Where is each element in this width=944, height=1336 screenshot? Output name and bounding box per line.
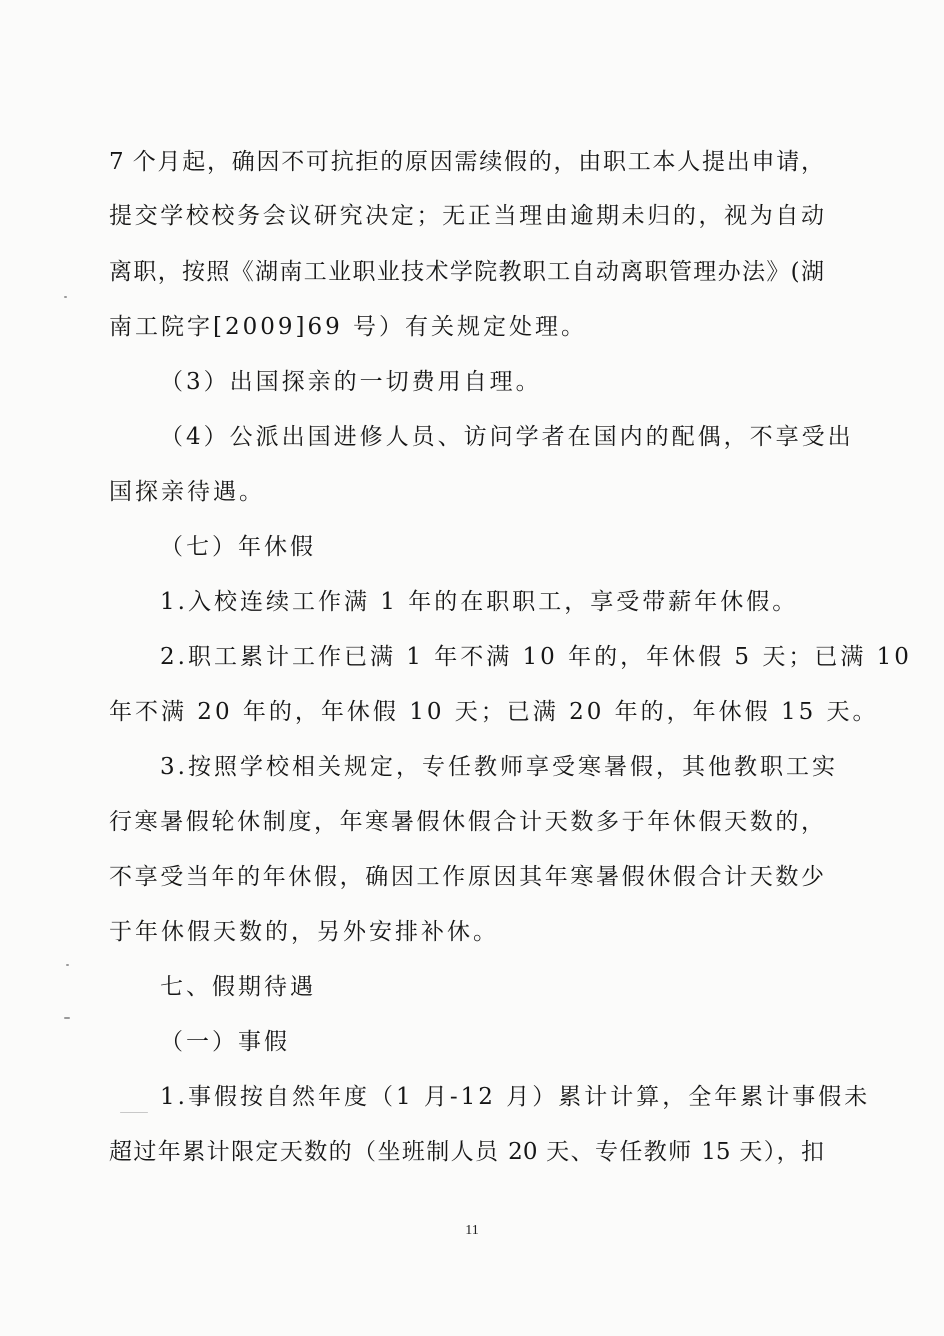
body-line-14: 不享受当年的年休假，确因工作原因其年寒暑假休假合计天数少 xyxy=(109,864,824,890)
body-line-7: 国探亲待遇。 xyxy=(109,479,265,505)
body-line-11: 年不满 20 年的，年休假 10 天；已满 20 年的，年休假 15 天。 xyxy=(109,699,879,725)
scan-speck xyxy=(66,964,69,966)
body-line-9: 1.入校连续工作满 1 年的在职职工，享受带薪年休假。 xyxy=(160,589,799,615)
body-line-18: 1.事假按自然年度（1 月-12 月）累计计算，全年累计事假未 xyxy=(160,1084,871,1110)
section-heading-annual-leave: （七）年休假 xyxy=(160,534,316,560)
body-line-5: （3）出国探亲的一切费用自理。 xyxy=(160,369,542,395)
body-line-1: 7 个月起，确因不可抗拒的原因需续假的，由职工本人提出申请， xyxy=(109,149,824,175)
body-line-6: （4）公派出国进修人员、访问学者在国内的配偶，不享受出 xyxy=(160,424,854,450)
body-line-10: 2.职工累计工作已满 1 年不满 10 年的，年休假 5 天；已满 10 xyxy=(160,644,912,670)
body-line-13: 行寒暑假轮休制度，年寒暑假休假合计天数多于年休假天数的， xyxy=(109,809,824,835)
scan-speck xyxy=(120,1112,148,1113)
scan-speck xyxy=(64,1017,70,1019)
body-line-15: 于年休假天数的，另外安排补休。 xyxy=(109,919,499,945)
body-line-3: 离职，按照《湖南工业职业技术学院教职工自动离职管理办法》(湖 xyxy=(109,259,824,285)
body-line-2: 提交学校校务会议研究决定；无正当理由逾期未归的，视为自动 xyxy=(109,203,824,229)
body-line-4: 南工院字[2009]69 号）有关规定处理。 xyxy=(109,314,588,340)
body-line-19: 超过年累计限定天数的（坐班制人员 20 天、专任教师 15 天），扣 xyxy=(109,1139,824,1165)
subsection-heading-personal-leave: （一）事假 xyxy=(160,1029,290,1055)
section-heading-leave-benefits: 七、假期待遇 xyxy=(160,974,316,1000)
body-line-12: 3.按照学校相关规定，专任教师享受寒暑假，其他教职工实 xyxy=(160,754,838,780)
page-number: 11 xyxy=(465,1223,479,1238)
scan-speck xyxy=(64,296,67,298)
